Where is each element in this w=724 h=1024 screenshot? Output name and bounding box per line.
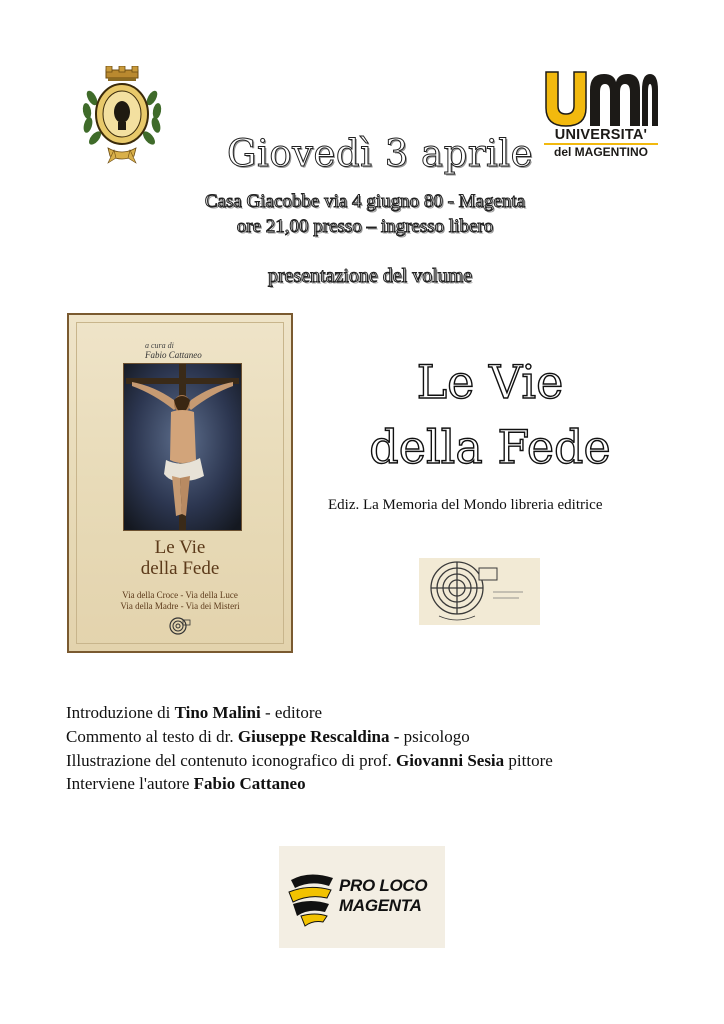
publisher-labyrinth-logo: [419, 558, 540, 625]
university-name: UNIVERSITA': [554, 127, 648, 143]
proloco-name-line-2: MAGENTA: [339, 896, 422, 915]
cover-publisher-logo-icon: [169, 616, 191, 636]
book-cover: [67, 313, 293, 653]
cover-subtitle-line-1: Via della Croce - Via della Luce: [122, 590, 238, 600]
credit-commentary: Commento al testo di dr. Giuseppe Rescaldina - psicologo: [66, 727, 470, 746]
cover-a-cura-di: a cura di: [145, 341, 174, 350]
event-time: ore 21,00 presso – ingresso libero: [236, 216, 494, 237]
university-subname: del MAGENTINO: [553, 145, 648, 159]
cover-author: Fabio Cattaneo: [145, 350, 202, 360]
cover-title-line-2: della Fede: [140, 558, 220, 579]
cover-title-line-1: Le Vie: [154, 537, 206, 558]
proloco-name-line-1: PRO LOCO: [339, 876, 428, 895]
publisher-line: Ediz. La Memoria del Mondo libreria editrice: [328, 497, 603, 513]
cover-subtitle-line-2: Via della Madre - Via dei Misteri: [120, 601, 240, 611]
book-title-line-2: della Fede: [369, 420, 611, 474]
credit-introduction: Introduzione di Tino Malini - editore: [66, 703, 323, 722]
event-date-title: Giovedì 3 aprile: [226, 132, 534, 175]
event-venue: Casa Giacobbe via 4 giugno 80 - Magenta: [204, 191, 526, 212]
presentation-intro: presentazione del volume: [267, 265, 473, 287]
credit-illustration: Illustrazione del contenuto iconografico di prof. Giovanni Sesia pittore: [66, 751, 553, 770]
crucifixion-painting: [123, 363, 242, 531]
credit-author: Interviene l'autore Fabio Cattaneo: [66, 774, 306, 793]
book-title-line-1: Le Vie: [416, 355, 564, 409]
